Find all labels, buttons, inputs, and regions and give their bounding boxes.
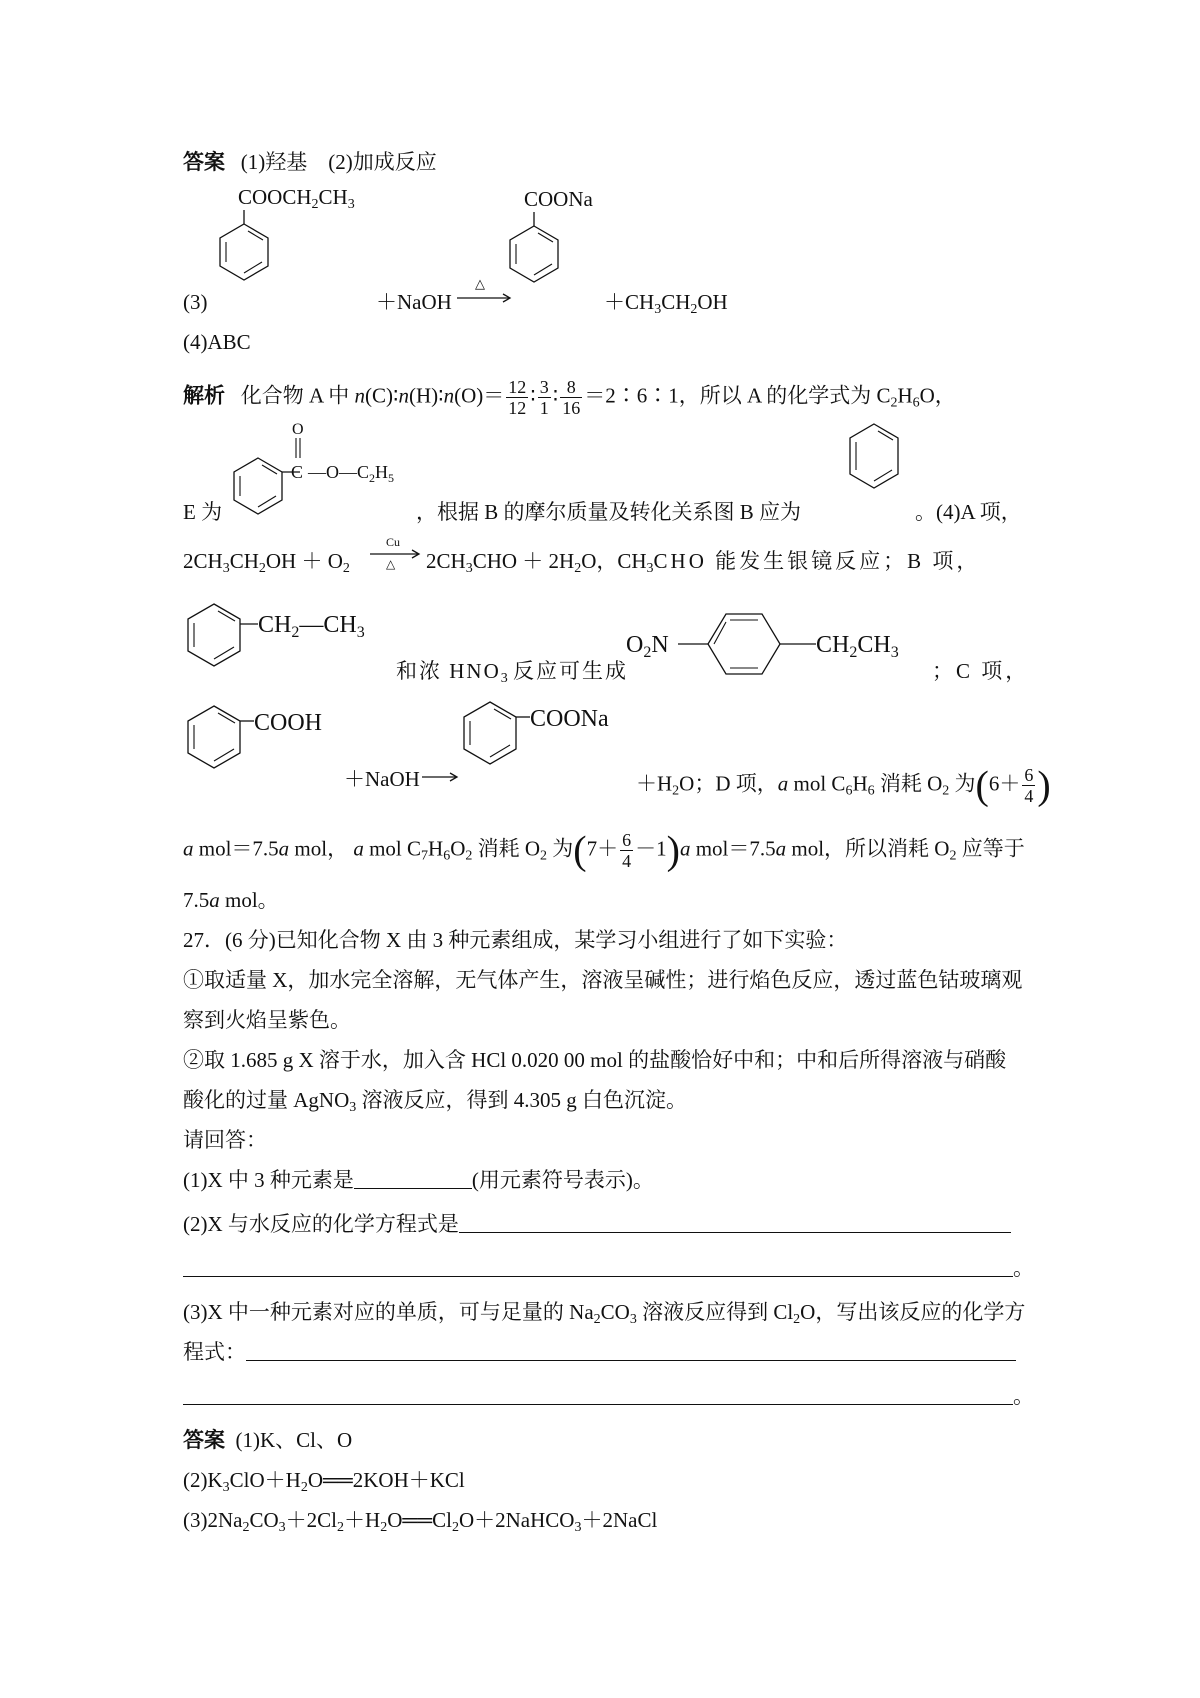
ester-e-structure — [228, 421, 428, 524]
analysis-line-6: a mol＝7.5a mol， a mol $C_7H_6O_2$ 消耗 $O_2$ 为(7＋ $\frac{6}{4}$ －1)a mol＝7.5a mol，所以消耗 $O_2$ 应等于 — [183, 827, 1025, 873]
benzene-structure — [844, 418, 914, 508]
question-27-step2-b: 酸化的过量 AgNO$_3$ 溶液反应，得到 4.305 g 白色沉淀。 — [183, 1088, 687, 1115]
analysis-line-2-c: 。(4)A 项， — [915, 500, 1022, 524]
nitroethylbenzene-structure — [626, 608, 946, 678]
analysis-line-1: 解析 化合物 A 中 n(C)∶n(H)∶n(O)＝ $\frac{12}{12}$ ∶ $\frac{3}{1}$ ∶ $\frac{8}{16}$ ＝2∶6∶1，所以 A 的化学式为 $C_2H_6O$， — [183, 377, 956, 418]
analysis-line-4-c: ；C 项， — [932, 659, 1030, 683]
question-27-step1-a: ①取适量 X，加水完全溶解，无气体产生，溶液呈碱性；进行焰色反应，透过蓝色钴玻璃观 — [183, 968, 1023, 992]
analysis-label: 解析 — [183, 383, 225, 408]
cu-heat-arrow — [368, 536, 424, 576]
ethylbenzene-structure — [180, 598, 420, 708]
analysis-line-2-a: E 为 — [183, 500, 223, 524]
analysis-line-3: $2CH_3CH_2OH + O_2$ — [183, 549, 350, 576]
svg-text:COOCH2CH3: COOCH2CH3 — [238, 185, 355, 212]
analysis-line-4-a: 和浓 $HNO_3$ 反应可生成 — [396, 659, 628, 686]
fraction-3-1: $\frac{3}{1}$ — [539, 377, 549, 418]
svg-text:—O—C2H5: $—O—C_2H_5$ — [308, 462, 395, 485]
question-27-stem: 27．(6 分)已知化合物 X 由 3 种元素组成，某学习小组进行了如下实验： — [183, 928, 848, 952]
answer-27-line-1: 答案 (1)K、Cl、O — [183, 1428, 353, 1452]
reaction-3-ethanol: $+CH_3CH_2OH$ — [604, 290, 728, 317]
answer-blank-3a[interactable] — [246, 1340, 1016, 1361]
answer-line-3-prefix: (3) — [183, 290, 208, 314]
analysis-line-5-naoh: ＋NaOH — [344, 767, 420, 791]
ethyl-benzoate-structure — [200, 180, 355, 300]
analysis-line-5-tail: $+H_2O$；D 项，a mol $C_6H_6$ 消耗 $O_2$ 为(6＋ $\frac{6}{4}$ ) — [636, 762, 1051, 808]
answer-27-line-2: $(2)K_3ClO+H_2O══2KOH+KCl$ — [183, 1468, 465, 1495]
svg-text:O2N: $O_2N$ — [626, 632, 669, 661]
question-27-q3-line2: 程式： — [183, 1338, 1016, 1366]
svg-text:COONa: COONa — [530, 706, 609, 732]
answer-label: 答案 — [183, 150, 225, 174]
svg-text:CH2—CH3: $CH_2—CH_3$ — [258, 612, 365, 641]
analysis-line-7: 7.5a mol。 — [183, 888, 279, 912]
question-27-q3: (3)X 中一种元素对应的单质，可与足量的 $Na_2CO_3$ 溶液反应得到 $Cl_2O$，写出该反应的化学方 — [183, 1300, 1026, 1327]
analysis-line-2-b: ，根据 B 的摩尔质量及转化关系图 B 应为 — [416, 500, 802, 524]
svg-text:△: △ — [475, 276, 485, 291]
svg-text:CH2CH3: $CH_2CH_3$ — [816, 632, 899, 661]
answer-blank-2a[interactable] — [459, 1212, 1011, 1233]
fraction-8-16: $\frac{8}{16}$ — [562, 377, 581, 418]
svg-text:△: △ — [386, 557, 396, 571]
answer-text: (1)羟基 (2)加成反应 — [240, 150, 437, 174]
question-27-step1-b: 察到火焰呈紫色。 — [183, 1008, 351, 1032]
question-27-q1: (1)X 中 3 种元素是 (用元素符号表示)。 — [183, 1168, 654, 1192]
answer-line-4: (4)ABC — [183, 330, 251, 354]
sodium-benzoate-structure-2 — [456, 696, 656, 796]
question-27-ask: 请回答： — [183, 1128, 267, 1152]
svg-text:C: C — [291, 462, 304, 482]
answer-blank-3b[interactable] — [183, 1384, 1013, 1405]
svg-text:O: O — [292, 421, 304, 438]
answer-blank-1[interactable] — [354, 1168, 472, 1189]
svg-text:COOH: COOH — [254, 710, 323, 736]
fraction-12-12: $\frac{12}{12}$ — [508, 377, 527, 418]
reaction-3-naoh: ＋NaOH — [376, 290, 452, 314]
answer-line-1 — [183, 148, 437, 176]
answer-blank-2b[interactable] — [183, 1256, 1013, 1277]
sodium-benzoate-structure — [500, 182, 640, 302]
answer-27-line-3: $(3)2Na_2CO_3+2Cl_2+H_2O══Cl_2O+2NaHCO_3+2NaCl$ — [183, 1508, 658, 1535]
analysis-line-3-b: $2CH_3CHO + 2H_2O$，$CH_3CHO$ 能发生银镜反应；B 项， — [426, 549, 981, 576]
question-27-step2-a: ②取 1.685 g X 溶于水，加入含 HCl 0.020 00 mol 的盐酸恰好中和；中和后所得溶液与硝酸 — [183, 1048, 1007, 1072]
question-27-q2: (2)X 与水反应的化学方程式是 — [183, 1210, 1011, 1238]
svg-text:Cu: Cu — [386, 535, 401, 549]
question-27-q3-line3: 。 — [183, 1382, 1034, 1410]
svg-text:COONa: COONa — [524, 187, 593, 211]
question-27-q2-line2: 。 — [183, 1254, 1034, 1282]
benzoic-acid-structure — [180, 700, 360, 800]
